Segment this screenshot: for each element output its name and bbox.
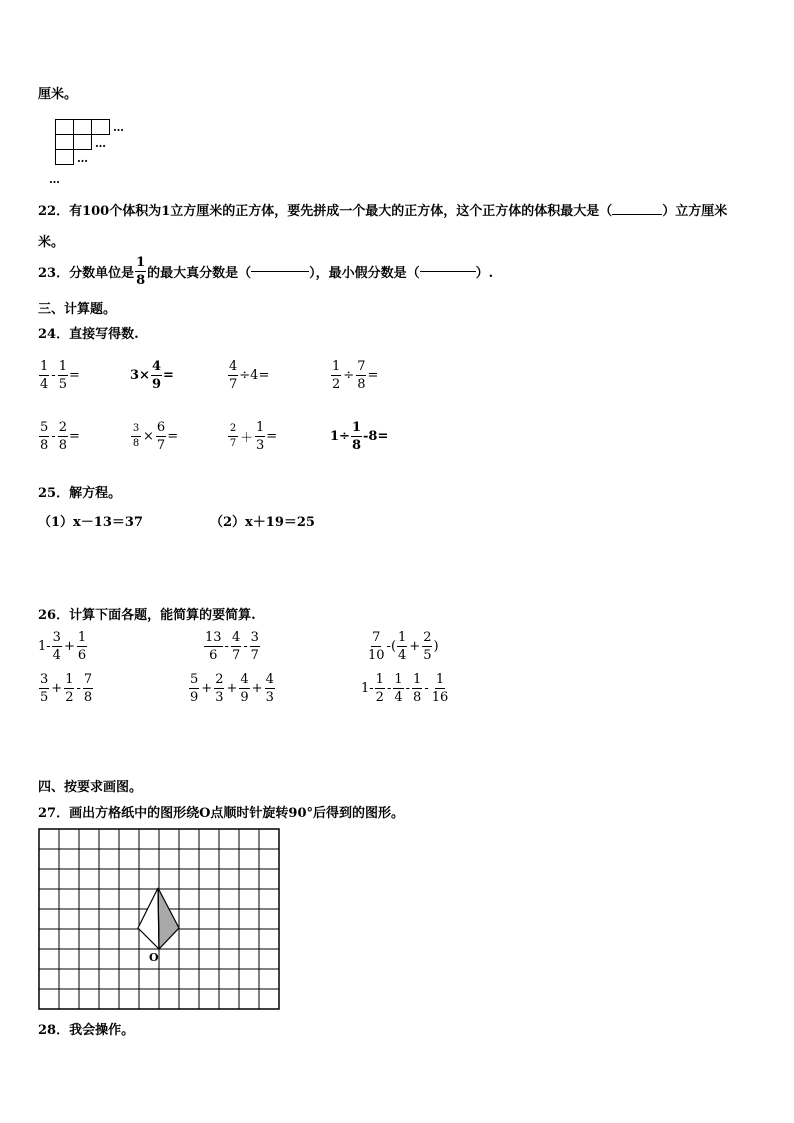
q26-expression: $\frac{3}{5}$ + $\frac{1}{2}$ - $\frac{7}{8}$ [40,672,93,705]
q24-item: $\frac{1}{4}$ - $\frac{1}{5}$ = [40,359,80,392]
q24-item: $\frac{5}{8}$ - $\frac{2}{8}$ = [40,420,80,453]
q24-item: 3× $\frac{4}{9}$ = [130,359,174,392]
section-4-heading: 四、按要求画图。 [38,780,143,795]
question-27-title: 27．画出方格纸中的图形绕O点顺时针旋转90°后得到的图形。 [38,806,405,821]
pattern-dots: … [95,137,106,150]
continued-text: 厘米。 [38,87,78,102]
answer-blank[interactable] [420,271,476,272]
question-22-wrap: 米。 [38,235,65,250]
grid-paper [38,828,282,1012]
question-25-title: 25．解方程。 [38,486,122,501]
q26-expression: $\frac{7}{10}$ -( $\frac{1}{4}$ + $\frac{2}{5}$ ) [368,630,439,663]
point-o-label: O [149,951,159,964]
q26-expression: 1- $\frac{1}{2}$ - $\frac{1}{4}$ - $\frac{1}{8}$ - $\frac{1}{16}$ [361,672,449,705]
pattern-dots: … [77,152,88,165]
question-28-title: 28．我会操作。 [38,1023,135,1038]
q24-item: $\frac{4}{7}$ ÷4= [229,359,270,392]
equation-1: （1）x－13＝37 [38,515,143,530]
question-22: 22．有100个体积为1立方厘米的正方体，要先拼成一个最大的正方体，这个正方体的体积最大是（ ）立方厘米 [38,204,728,219]
section-3-heading: 三、计算题。 [38,302,117,317]
question-23: 23．分数单位是 $\frac{1}{8}$ 的最大真分数是（ ），最小假分数是（ ）. [38,255,494,288]
answer-blank[interactable] [612,214,662,215]
q24-item: $\frac{1}{2}$ ÷ $\frac{7}{8}$ = [332,359,379,392]
pattern-dots: … [113,121,124,134]
question-24-title: 24．直接写得数. [38,327,139,342]
answer-blank[interactable] [251,271,309,272]
shaded-triangle [158,888,179,949]
q24-item: $\frac{2}{7}$ ＋ $\frac{1}{3}$ = [229,420,278,453]
question-26-title: 26．计算下面各题，能简算的要简算. [38,608,256,623]
q26-expression: $\frac{5}{9}$ + $\frac{2}{3}$ + $\frac{4}{9}$ + $\frac{4}{3}$ [190,672,274,705]
white-triangle [138,888,159,949]
pattern-dots: … [49,173,60,186]
equation-2: （2）x＋19＝25 [210,515,315,530]
q24-item: $\frac{3}{8}$ × $\frac{6}{7}$ = [132,420,179,453]
q26-expression: $\frac{13}{6}$ - $\frac{4}{7}$ - $\frac{3}{7}$ [205,630,259,663]
q26-expression: 1- $\frac{3}{4}$ + $\frac{1}{6}$ [38,630,87,663]
q24-item: 1÷ $\frac{1}{8}$ -8= [330,420,389,453]
